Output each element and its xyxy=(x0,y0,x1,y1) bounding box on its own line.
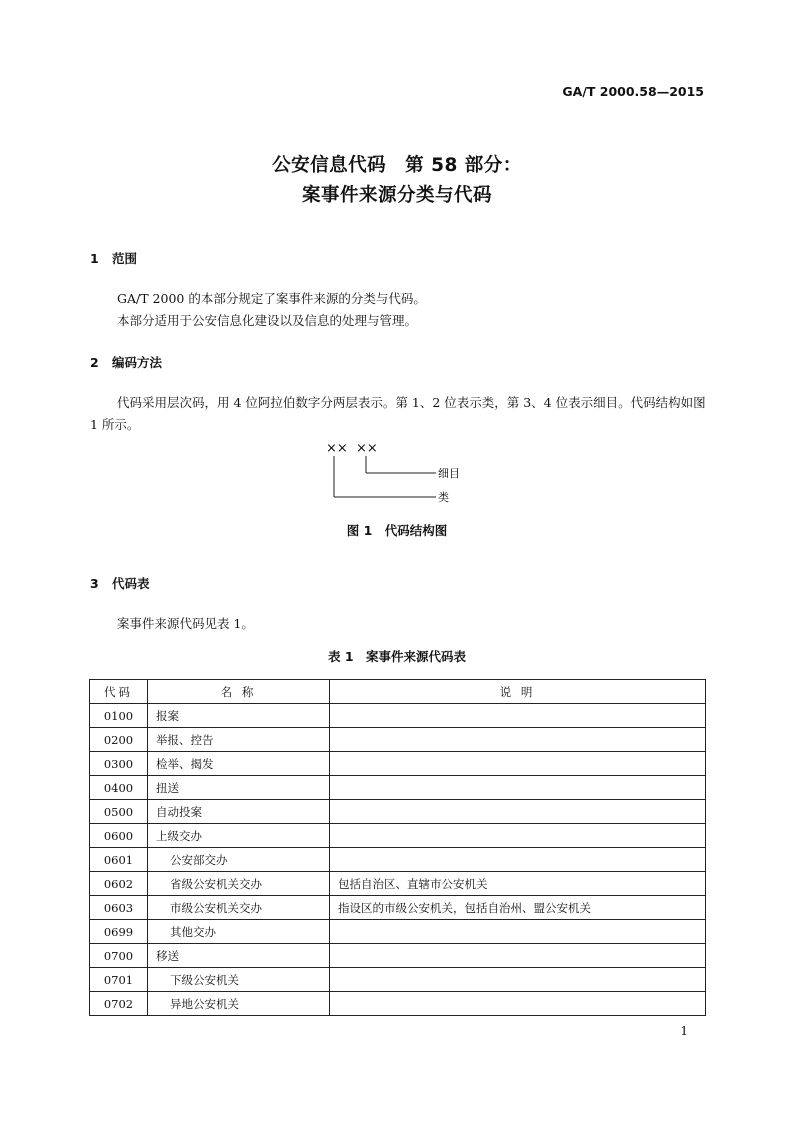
cell-name: 移送 xyxy=(148,944,330,968)
source-code-table xyxy=(89,679,706,1016)
standard-number: GA/T 2000.58—2015 xyxy=(562,84,704,99)
cell-name: 上级交办 xyxy=(148,824,330,848)
section-2-paragraph: 代码采用层次码，用 4 位阿拉伯数字分两层表示。第 1、2 位表示类，第 3、4 位表示细目。代码结构如图 1 所示。 xyxy=(90,395,706,432)
cell-name: 公安部交办 xyxy=(148,848,330,872)
code-structure-figure xyxy=(320,436,480,508)
section-1-paragraph-1: GA/T 2000 的本部分规定了案事件来源的分类与代码。 xyxy=(117,291,426,306)
cell-description xyxy=(330,992,706,1016)
figure-caption: 图 1 代码结构图 xyxy=(346,523,448,538)
cell-code: 0100 xyxy=(90,704,148,728)
table-row xyxy=(90,944,706,968)
cell-description xyxy=(330,968,706,992)
cell-code: 0602 xyxy=(90,872,148,896)
header-description: 说 明 xyxy=(330,680,706,704)
document-title-line2: 案事件来源分类与代码 xyxy=(301,185,492,206)
figure-marks-right: ×× xyxy=(356,441,378,456)
section-number: 3 xyxy=(90,576,99,591)
table-row xyxy=(90,776,706,800)
header-name: 名 称 xyxy=(148,680,330,704)
cell-code: 0600 xyxy=(90,824,148,848)
cell-code: 0500 xyxy=(90,800,148,824)
table-row xyxy=(90,728,706,752)
cell-name: 市级公安机关交办 xyxy=(148,896,330,920)
figure-label-class: 类 xyxy=(438,491,449,504)
cell-description xyxy=(330,944,706,968)
cell-name: 其他交办 xyxy=(148,920,330,944)
header-code: 代码 xyxy=(90,680,148,704)
section-number: 2 xyxy=(90,355,99,370)
table-row xyxy=(90,824,706,848)
section-title: 代码表 xyxy=(112,576,150,591)
section-number: 1 xyxy=(90,251,99,266)
cell-name: 异地公安机关 xyxy=(148,992,330,1016)
cell-code: 0400 xyxy=(90,776,148,800)
cell-name: 自动投案 xyxy=(148,800,330,824)
cell-description: 指设区的市级公安机关，包括自治州、盟公安机关 xyxy=(330,896,706,920)
cell-code: 0601 xyxy=(90,848,148,872)
cell-description xyxy=(330,704,706,728)
cell-description xyxy=(330,848,706,872)
table-row xyxy=(90,752,706,776)
cell-name: 举报、控告 xyxy=(148,728,330,752)
table-row xyxy=(90,704,706,728)
section-3-paragraph: 案事件来源代码见表 1。 xyxy=(117,616,254,631)
cell-code: 0200 xyxy=(90,728,148,752)
table-row xyxy=(90,992,706,1016)
section-2-heading xyxy=(90,353,162,371)
cell-code: 0603 xyxy=(90,896,148,920)
table-row xyxy=(90,800,706,824)
cell-code: 0702 xyxy=(90,992,148,1016)
cell-name: 扭送 xyxy=(148,776,330,800)
cell-code: 0700 xyxy=(90,944,148,968)
cell-description xyxy=(330,728,706,752)
section-3-heading xyxy=(90,574,150,592)
cell-description xyxy=(330,920,706,944)
page-number: 1 xyxy=(680,1024,688,1038)
cell-name: 省级公安机关交办 xyxy=(148,872,330,896)
table-caption: 表 1 案事件来源代码表 xyxy=(327,649,467,664)
cell-code: 0699 xyxy=(90,920,148,944)
table-row xyxy=(90,920,706,944)
cell-name: 下级公安机关 xyxy=(148,968,330,992)
table-row xyxy=(90,968,706,992)
cell-name: 报案 xyxy=(148,704,330,728)
cell-name: 检举、揭发 xyxy=(148,752,330,776)
table-row xyxy=(90,848,706,872)
section-1-heading xyxy=(90,249,137,267)
section-title: 编码方法 xyxy=(112,355,163,370)
figure-label-detail: 细目 xyxy=(438,467,460,480)
cell-description xyxy=(330,776,706,800)
figure-marks-left: ×× xyxy=(326,441,348,456)
section-title: 范围 xyxy=(112,251,138,266)
document-title-line1: 公安信息代码 第 58 部分： xyxy=(272,155,522,176)
cell-description xyxy=(330,752,706,776)
table-row xyxy=(90,872,706,896)
cell-description xyxy=(330,824,706,848)
table-header-row xyxy=(90,680,706,704)
cell-description xyxy=(330,800,706,824)
cell-description: 包括自治区、直辖市公安机关 xyxy=(330,872,706,896)
cell-code: 0300 xyxy=(90,752,148,776)
cell-code: 0701 xyxy=(90,968,148,992)
table-row xyxy=(90,896,706,920)
section-1-paragraph-2: 本部分适用于公安信息化建设以及信息的处理与管理。 xyxy=(117,313,418,328)
